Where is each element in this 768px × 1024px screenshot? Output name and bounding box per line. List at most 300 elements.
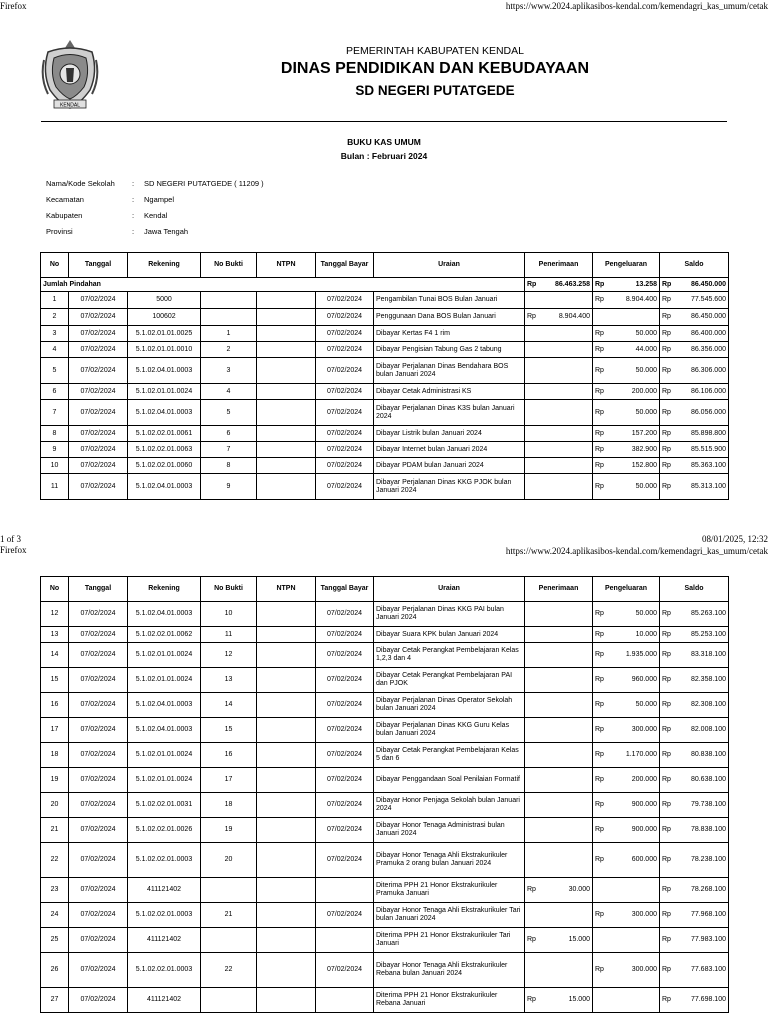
cell-receipt-no: 1: [201, 326, 257, 342]
cell-ntpn: [257, 903, 316, 928]
cell-account: 411121402: [128, 988, 201, 1013]
currency-label: Rp: [595, 345, 604, 353]
cell-payment-date: 07/02/2024: [316, 818, 374, 843]
cell-income: [525, 718, 593, 743]
currency-label: Rp: [662, 296, 671, 303]
info-label: Provinsi: [46, 227, 73, 236]
cell-description: Diterima PPH 21 Honor Ekstrakurikuler Rebana Januari: [374, 988, 525, 1013]
currency-label: Rp: [662, 461, 671, 469]
amount: 83.318.100: [690, 651, 726, 658]
print-header-bar: [0, 0, 768, 12]
table-row: [41, 928, 729, 953]
amount: 10.000: [635, 630, 657, 638]
cell-balance: [660, 400, 729, 426]
cell-no: 12: [41, 602, 69, 627]
cell-payment-date: 07/02/2024: [316, 718, 374, 743]
col-header-income: Penerimaan: [525, 577, 593, 602]
col-header-account: Rekening: [128, 253, 201, 278]
amount: 82.008.100: [690, 726, 726, 733]
cashbook-table-page1: [40, 252, 729, 500]
cell-balance: [660, 953, 729, 988]
currency-label: Rp: [527, 313, 536, 320]
cell-balance: [660, 292, 729, 309]
amount: 300.000: [631, 911, 657, 918]
cell-description: Dibayar Honor Tenaga Administrasi bulan Januari 2024: [374, 818, 525, 843]
info-value: Jawa Tengah: [144, 227, 189, 236]
amount: 86.463.258: [554, 280, 590, 288]
currency-label: Rp: [662, 886, 671, 893]
cell-balance: [660, 818, 729, 843]
cell-receipt-no: 8: [201, 458, 257, 474]
cell-expense: [593, 928, 660, 953]
cell-ntpn: [257, 426, 316, 442]
header-government-line: PEMERINTAH KABUPATEN KENDAL: [346, 45, 524, 57]
cell-expense: [593, 903, 660, 928]
cell-balance: [660, 878, 729, 903]
cell-receipt-no: 17: [201, 768, 257, 793]
cell-income: [525, 384, 593, 400]
amount: 82.358.100: [690, 676, 726, 683]
cell-date: 07/02/2024: [69, 693, 128, 718]
cell-description: Dibayar Cetak Perangkat Pembelajaran Kelas 1,2,3 dan 4: [374, 643, 525, 668]
cell-account: 5.1.02.02.01.0003: [128, 843, 201, 878]
amount: 80.838.100: [690, 751, 726, 758]
currency-label: Rp: [595, 801, 604, 808]
currency-label: Rp: [662, 387, 671, 395]
amount: 300.000: [631, 726, 657, 733]
cell-balance: [660, 426, 729, 442]
print-header-url-2: [0, 545, 768, 557]
table-row: [41, 400, 729, 426]
amount: 77.983.100: [690, 936, 726, 943]
currency-label: Rp: [595, 610, 604, 617]
cell-date: 07/02/2024: [69, 903, 128, 928]
cell-income: [525, 474, 593, 500]
cell-receipt-no: 20: [201, 843, 257, 878]
header-divider: [41, 121, 727, 122]
currency-label: Rp: [662, 936, 671, 943]
cell-no: 21: [41, 818, 69, 843]
cell-no: 7: [41, 400, 69, 426]
cell-date: 07/02/2024: [69, 668, 128, 693]
cell-account: 411121402: [128, 878, 201, 903]
cell-expense: [593, 442, 660, 458]
cell-date: 07/02/2024: [69, 309, 128, 326]
cell-balance: [660, 602, 729, 627]
table-row: [41, 693, 729, 718]
cell-ntpn: [257, 309, 316, 326]
table-row: [41, 953, 729, 988]
cell-payment-date: 07/02/2024: [316, 384, 374, 400]
browser-app-name: Firefox: [0, 545, 27, 555]
amount: 600.000: [631, 856, 657, 863]
amount: 200.000: [631, 387, 657, 395]
cell-date: 07/02/2024: [69, 292, 128, 309]
cell-account: 411121402: [128, 928, 201, 953]
currency-label: Rp: [662, 408, 671, 416]
amount: 50.000: [635, 701, 657, 708]
info-label: Nama/Kode Sekolah: [46, 179, 115, 188]
table-row: [41, 843, 729, 878]
cell-receipt-no: 11: [201, 627, 257, 643]
cell-expense: [593, 358, 660, 384]
amount: 900.000: [631, 801, 657, 808]
cell-account: 5.1.02.02.01.0062: [128, 627, 201, 643]
cell-account: 5.1.02.01.01.0025: [128, 326, 201, 342]
cell-expense: [593, 458, 660, 474]
cell-income: [525, 693, 593, 718]
cell-date: 07/02/2024: [69, 843, 128, 878]
cell-expense: [593, 326, 660, 342]
cell-expense: [593, 400, 660, 426]
currency-label: Rp: [527, 280, 537, 288]
amount: 200.000: [631, 776, 657, 783]
amount: 77.545.600: [690, 296, 726, 303]
cell-payment-date: 07/02/2024: [316, 743, 374, 768]
table-row: [41, 988, 729, 1013]
cell-payment-date: 07/02/2024: [316, 793, 374, 818]
cell-no: 5: [41, 358, 69, 384]
cell-no: 1: [41, 292, 69, 309]
amount: 77.968.100: [690, 911, 726, 918]
cell-income: [525, 768, 593, 793]
col-header-payment-date: Tanggal Bayar: [316, 253, 374, 278]
cell-no: 20: [41, 793, 69, 818]
cell-account: 100602: [128, 309, 201, 326]
cell-description: Dibayar Perjalanan Dinas KKG Guru Kelas bulan Januari 2024: [374, 718, 525, 743]
cell-ntpn: [257, 768, 316, 793]
amount: 1.935.000: [625, 651, 657, 658]
info-colon: :: [132, 227, 135, 236]
amount: 152.800: [631, 461, 657, 469]
cell-receipt-no: 12: [201, 643, 257, 668]
table-row: [41, 309, 729, 326]
cell-balance: [660, 768, 729, 793]
currency-label: Rp: [662, 429, 671, 437]
cell-income: [525, 426, 593, 442]
cell-receipt-no: 19: [201, 818, 257, 843]
cell-payment-date: 07/02/2024: [316, 693, 374, 718]
currency-label: Rp: [662, 482, 671, 490]
cell-expense: [593, 627, 660, 643]
table-row: [41, 627, 729, 643]
cell-payment-date: 07/02/2024: [316, 903, 374, 928]
amount: 85.363.100: [690, 461, 726, 469]
cell-account: 5.1.02.02.01.0031: [128, 793, 201, 818]
cell-date: 07/02/2024: [69, 768, 128, 793]
currency-label: Rp: [595, 387, 604, 395]
amount: 86.450.000: [690, 280, 726, 288]
cell-ntpn: [257, 988, 316, 1013]
cell-receipt-no: 22: [201, 953, 257, 988]
currency-label: Rp: [527, 936, 536, 943]
amount: 78.268.100: [690, 886, 726, 893]
cell-account: 5000: [128, 292, 201, 309]
header-school-line: SD NEGERI PUTATGEDE: [355, 83, 515, 98]
cell-description: Dibayar Honor Tenaga Ahli Ekstrakurikuler Tari bulan Januari 2024: [374, 903, 525, 928]
cell-description: Pengambilan Tunai BOS Bulan Januari: [374, 292, 525, 309]
currency-label: Rp: [662, 726, 671, 733]
cell-description: Dibayar Perjalanan Dinas K3S bulan Januari 2024: [374, 400, 525, 426]
currency-label: Rp: [527, 996, 536, 1003]
cell-date: 07/02/2024: [69, 928, 128, 953]
cell-account: 5.1.02.02.01.0060: [128, 458, 201, 474]
cell-date: 07/02/2024: [69, 793, 128, 818]
col-header-balance: Saldo: [660, 577, 729, 602]
cell-income: [525, 602, 593, 627]
cell-payment-date: 07/02/2024: [316, 627, 374, 643]
amount: 382.900: [631, 445, 657, 453]
cell-account: 5.1.02.01.01.0024: [128, 643, 201, 668]
cell-date: 07/02/2024: [69, 718, 128, 743]
cell-date: 07/02/2024: [69, 818, 128, 843]
amount: 50.000: [635, 482, 657, 490]
currency-label: Rp: [595, 751, 604, 758]
cell-date: 07/02/2024: [69, 326, 128, 342]
table-row: [41, 768, 729, 793]
currency-label: Rp: [662, 701, 671, 708]
currency-label: Rp: [662, 313, 671, 320]
cell-payment-date: 07/02/2024: [316, 426, 374, 442]
currency-label: Rp: [662, 610, 671, 617]
cell-income: [525, 793, 593, 818]
cell-balance: [660, 474, 729, 500]
cell-income: [525, 442, 593, 458]
cell-balance: [660, 627, 729, 643]
amount: 85.515.900: [690, 445, 726, 453]
table-row: [41, 818, 729, 843]
header-department-line: DINAS PENDIDIKAN DAN KEBUDAYAAN: [280, 60, 590, 77]
cell-balance: [660, 988, 729, 1013]
cell-account: 5.1.02.04.01.0003: [128, 693, 201, 718]
cell-payment-date: 07/02/2024: [316, 602, 374, 627]
currency-label: Rp: [595, 911, 604, 918]
cell-income: [525, 988, 593, 1013]
cell-description: Dibayar Internet bulan Januari 2024: [374, 442, 525, 458]
cell-no: 24: [41, 903, 69, 928]
cell-ntpn: [257, 878, 316, 903]
browser-app-name: Firefox: [0, 1, 27, 11]
col-header-balance: Saldo: [660, 253, 729, 278]
cell-no: 23: [41, 878, 69, 903]
info-row-school: [46, 179, 264, 195]
col-header-description: Uraian: [374, 253, 525, 278]
cell-date: 07/02/2024: [69, 342, 128, 358]
table-row: [41, 384, 729, 400]
amount: 86.306.000: [690, 366, 726, 374]
cell-receipt-no: 9: [201, 474, 257, 500]
cell-no: 26: [41, 953, 69, 988]
cell-ntpn: [257, 793, 316, 818]
cell-income: [525, 668, 593, 693]
info-label: Kabupaten: [46, 211, 83, 220]
cell-payment-date: 07/02/2024: [316, 843, 374, 878]
cell-description: Dibayar Perjalanan Dinas KKG PJOK bulan Januari 2024: [374, 474, 525, 500]
cell-income: [525, 400, 593, 426]
document-period: Bulan : Februari 2024: [340, 151, 428, 161]
cell-receipt-no: [201, 928, 257, 953]
cell-payment-date: 07/02/2024: [316, 643, 374, 668]
cell-date: 07/02/2024: [69, 643, 128, 668]
cell-expense: [593, 743, 660, 768]
cell-ntpn: [257, 474, 316, 500]
currency-label: Rp: [595, 445, 604, 453]
cell-receipt-no: 14: [201, 693, 257, 718]
cell-expense: [593, 843, 660, 878]
document-title: BUKU KAS UMUM: [347, 137, 421, 147]
info-row-district: [46, 195, 264, 211]
currency-label: Rp: [595, 676, 604, 683]
cell-date: 07/02/2024: [69, 400, 128, 426]
cell-income: [525, 643, 593, 668]
currency-label: Rp: [662, 966, 671, 973]
amount: 50.000: [635, 408, 657, 416]
table-row: [41, 718, 729, 743]
cell-payment-date: 07/02/2024: [316, 292, 374, 309]
cell-account: 5.1.02.02.01.0003: [128, 903, 201, 928]
cell-date: 07/02/2024: [69, 743, 128, 768]
cell-expense: [593, 602, 660, 627]
cell-ntpn: [257, 843, 316, 878]
cell-description: Dibayar Honor Tenaga Ahli Ekstrakurikuler Pramuka 2 orang bulan Januari 2024: [374, 843, 525, 878]
cell-balance: [660, 928, 729, 953]
table-row: [41, 292, 729, 309]
col-header-date: Tanggal: [69, 577, 128, 602]
cell-ntpn: [257, 292, 316, 309]
currency-label: Rp: [662, 826, 671, 833]
currency-label: Rp: [662, 776, 671, 783]
cell-receipt-no: 18: [201, 793, 257, 818]
col-header-expense: Pengeluaran: [593, 253, 660, 278]
cell-date: 07/02/2024: [69, 602, 128, 627]
currency-label: Rp: [662, 911, 671, 918]
currency-label: Rp: [662, 280, 672, 288]
info-colon: :: [132, 195, 135, 204]
currency-label: Rp: [595, 482, 604, 490]
cell-balance: [660, 843, 729, 878]
cell-account: 5.1.02.01.01.0024: [128, 668, 201, 693]
cell-expense: [593, 384, 660, 400]
amount: 86.400.000: [690, 329, 726, 337]
table-row: [41, 474, 729, 500]
cashbook-table-page2: [40, 576, 729, 1013]
cell-balance: [660, 326, 729, 342]
table-row: [41, 442, 729, 458]
info-colon: :: [132, 179, 135, 188]
amount: 78.838.100: [690, 826, 726, 833]
amount: 13.258: [635, 280, 657, 288]
cell-payment-date: 07/02/2024: [316, 474, 374, 500]
cell-no: 6: [41, 384, 69, 400]
cell-income: [525, 818, 593, 843]
currency-label: Rp: [662, 676, 671, 683]
cell-income: [525, 843, 593, 878]
cell-payment-date: 07/02/2024: [316, 458, 374, 474]
cell-ntpn: [257, 953, 316, 988]
col-header-no: No: [41, 253, 69, 278]
cell-payment-date: 07/02/2024: [316, 400, 374, 426]
opening-balance: [660, 278, 729, 292]
table-row: [41, 643, 729, 668]
cell-ntpn: [257, 400, 316, 426]
info-colon: :: [132, 211, 135, 220]
cell-expense: [593, 474, 660, 500]
cell-ntpn: [257, 643, 316, 668]
cell-receipt-no: 4: [201, 384, 257, 400]
cell-ntpn: [257, 384, 316, 400]
cell-ntpn: [257, 743, 316, 768]
currency-label: Rp: [595, 630, 604, 638]
amount: 30.000: [568, 886, 590, 893]
page-url[interactable]: https://www.2024.aplikasibos-kendal.com/kemendagri_kas_umum/cetak: [505, 546, 768, 556]
currency-label: Rp: [662, 801, 671, 808]
cell-date: 07/02/2024: [69, 358, 128, 384]
cell-description: Dibayar Honor Penjaga Sekolah bulan Januari 2024: [374, 793, 525, 818]
cell-ntpn: [257, 326, 316, 342]
currency-label: Rp: [595, 461, 604, 469]
cell-expense: [593, 668, 660, 693]
cell-no: 17: [41, 718, 69, 743]
cell-description: Dibayar Pengisian Tabung Gas 2 tabung: [374, 342, 525, 358]
cell-balance: [660, 903, 729, 928]
amount: 82.308.100: [690, 701, 726, 708]
cell-balance: [660, 309, 729, 326]
cell-account: 5.1.02.01.01.0024: [128, 768, 201, 793]
currency-label: Rp: [595, 856, 604, 863]
cell-receipt-no: 10: [201, 602, 257, 627]
cell-date: 07/02/2024: [69, 953, 128, 988]
table-row: [41, 743, 729, 768]
amount: 85.898.800: [690, 429, 726, 437]
cell-no: 18: [41, 743, 69, 768]
cell-payment-date: [316, 928, 374, 953]
cell-description: Dibayar Cetak Administrasi KS: [374, 384, 525, 400]
currency-label: Rp: [662, 329, 671, 337]
cell-no: 8: [41, 426, 69, 442]
page-url[interactable]: https://www.2024.aplikasibos-kendal.com/kemendagri_kas_umum/cetak: [505, 1, 768, 11]
table-row: [41, 878, 729, 903]
cell-no: 15: [41, 668, 69, 693]
cell-expense: [593, 342, 660, 358]
cell-account: 5.1.02.04.01.0003: [128, 718, 201, 743]
cell-payment-date: 07/02/2024: [316, 358, 374, 384]
amount: 1.170.000: [625, 751, 657, 758]
cell-ntpn: [257, 358, 316, 384]
cell-no: 16: [41, 693, 69, 718]
cell-income: [525, 458, 593, 474]
cell-ntpn: [257, 627, 316, 643]
currency-label: Rp: [662, 751, 671, 758]
cell-expense: [593, 426, 660, 442]
cell-description: Dibayar Penggandaan Soal Penilaian Formatif: [374, 768, 525, 793]
cell-ntpn: [257, 693, 316, 718]
amount: 85.313.100: [690, 482, 726, 490]
cell-description: Dibayar PDAM bulan Januari 2024: [374, 458, 525, 474]
cell-receipt-no: [201, 878, 257, 903]
col-header-income: Penerimaan: [525, 253, 593, 278]
amount: 86.356.000: [690, 345, 726, 353]
cell-description: Dibayar Perjalanan Dinas KKG PAI bulan Januari 2024: [374, 602, 525, 627]
cell-date: 07/02/2024: [69, 878, 128, 903]
cell-income: [525, 903, 593, 928]
cell-description: Dibayar Honor Tenaga Ahli Ekstrakurikuler Rebana bulan Januari 2024: [374, 953, 525, 988]
cell-ntpn: [257, 442, 316, 458]
cell-account: 5.1.02.04.01.0003: [128, 474, 201, 500]
amount: 157.200: [631, 429, 657, 437]
cell-no: 14: [41, 643, 69, 668]
cell-balance: [660, 693, 729, 718]
cell-description: Dibayar Perjalanan Dinas Operator Sekolah bulan Januari 2024: [374, 693, 525, 718]
